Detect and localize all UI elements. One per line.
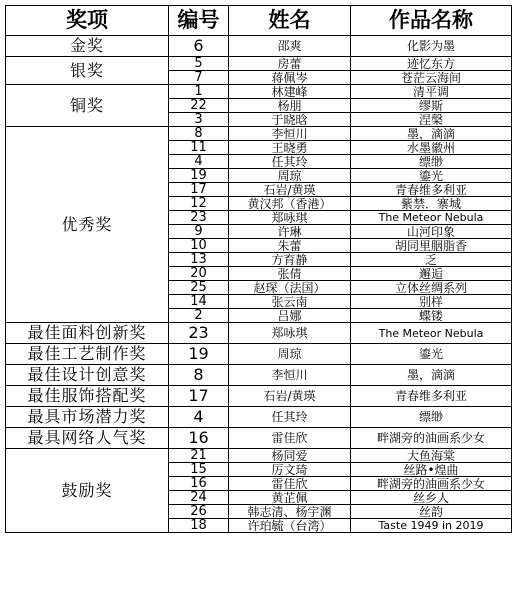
entry-number: 26 xyxy=(169,505,229,519)
entry-number: 21 xyxy=(169,449,229,463)
work-title: 苍茫云海间 xyxy=(351,71,512,85)
entry-number: 19 xyxy=(169,344,229,365)
designer-name: 房蕾 xyxy=(229,57,351,71)
entry-number: 6 xyxy=(169,36,229,57)
entry-number: 5 xyxy=(169,57,229,71)
award-category: 最佳设计创意奖 xyxy=(6,365,169,386)
designer-name: 任其玲 xyxy=(229,407,351,428)
work-title: 青春维多利亚 xyxy=(351,183,512,197)
designer-name: 石岩/黄瑛 xyxy=(229,386,351,407)
work-title: The Meteor Nebula xyxy=(351,323,512,344)
entry-number: 17 xyxy=(169,183,229,197)
designer-name: 周琼 xyxy=(229,169,351,183)
designer-name: 朱蕾 xyxy=(229,239,351,253)
entry-number: 22 xyxy=(169,99,229,113)
designer-name: 邵爽 xyxy=(229,36,351,57)
entry-number: 2 xyxy=(169,309,229,323)
award-category: 最具网络人气奖 xyxy=(6,428,169,449)
designer-name: 郑咏琪 xyxy=(229,323,351,344)
designer-name: 李恒川 xyxy=(229,127,351,141)
table-row xyxy=(6,407,512,428)
header-row xyxy=(6,6,512,36)
designer-name: 张倩 xyxy=(229,267,351,281)
entry-number: 16 xyxy=(169,428,229,449)
designer-name: 吕娜 xyxy=(229,309,351,323)
entry-number: 10 xyxy=(169,239,229,253)
designer-name: 厉文琦 xyxy=(229,463,351,477)
table-row xyxy=(6,344,512,365)
designer-name: 黄芷佩 xyxy=(229,491,351,505)
designer-name: 方育静 xyxy=(229,253,351,267)
entry-number: 25 xyxy=(169,281,229,295)
designer-name: 赵琛（法国） xyxy=(229,281,351,295)
award-category: 最具市场潜力奖 xyxy=(6,407,169,428)
work-title: 丝乡人 xyxy=(351,491,512,505)
designer-name: 杨同爱 xyxy=(229,449,351,463)
table-row xyxy=(6,428,512,449)
work-title: 胡同里胭脂香 xyxy=(351,239,512,253)
award-category: 鼓励奖 xyxy=(6,449,169,533)
header-work: 作品名称 xyxy=(351,6,512,36)
designer-name: 郑咏琪 xyxy=(229,211,351,225)
designer-name: 雷佳欣 xyxy=(229,477,351,491)
table-row xyxy=(6,323,512,344)
entry-number: 8 xyxy=(169,365,229,386)
entry-number: 13 xyxy=(169,253,229,267)
work-title: 迹忆东方 xyxy=(351,57,512,71)
entry-number: 7 xyxy=(169,71,229,85)
entry-number: 24 xyxy=(169,491,229,505)
work-title: 青春维多利亚 xyxy=(351,386,512,407)
work-title: 清平调 xyxy=(351,85,512,99)
work-title: 涅槃 xyxy=(351,113,512,127)
header-award: 奖项 xyxy=(6,6,169,36)
entry-number: 23 xyxy=(169,211,229,225)
work-title: 缥缈 xyxy=(351,155,512,169)
designer-name: 林建峰 xyxy=(229,85,351,99)
entry-number: 14 xyxy=(169,295,229,309)
table-row xyxy=(6,386,512,407)
designer-name: 石岩/黄瑛 xyxy=(229,183,351,197)
entry-number: 12 xyxy=(169,197,229,211)
entry-number: 1 xyxy=(169,85,229,99)
work-title: 鎏光 xyxy=(351,344,512,365)
entry-number: 18 xyxy=(169,519,229,533)
work-title: 缥缈 xyxy=(351,407,512,428)
work-title: 缪斯 xyxy=(351,99,512,113)
designer-name: 韩志清、杨宇渊 xyxy=(229,505,351,519)
designer-name: 任其玲 xyxy=(229,155,351,169)
entry-number: 15 xyxy=(169,463,229,477)
designer-name: 蒋佩岑 xyxy=(229,71,351,85)
designer-name: 杨朋 xyxy=(229,99,351,113)
designer-name: 王晓勇 xyxy=(229,141,351,155)
entry-number: 11 xyxy=(169,141,229,155)
entry-number: 4 xyxy=(169,155,229,169)
awards-table xyxy=(5,5,512,533)
designer-name: 张云南 xyxy=(229,295,351,309)
work-title: 墨，滴滴 xyxy=(351,365,512,386)
table-row xyxy=(6,365,512,386)
work-title: 畔湖旁的油画系少女 xyxy=(351,477,512,491)
entry-number: 4 xyxy=(169,407,229,428)
table-row xyxy=(6,449,512,463)
entry-number: 20 xyxy=(169,267,229,281)
awards-body xyxy=(6,36,512,533)
work-title: 邂逅 xyxy=(351,267,512,281)
work-title: 鎏光 xyxy=(351,169,512,183)
header-name: 姓名 xyxy=(229,6,351,36)
work-title: 紫禁．寨城 xyxy=(351,197,512,211)
entry-number: 23 xyxy=(169,323,229,344)
work-title: 畔湖旁的油画系少女 xyxy=(351,428,512,449)
work-title: 墨，滴滴 xyxy=(351,127,512,141)
award-category: 银奖 xyxy=(6,57,169,85)
award-category: 最佳服饰搭配奖 xyxy=(6,386,169,407)
entry-number: 8 xyxy=(169,127,229,141)
work-title: 丝韵 xyxy=(351,505,512,519)
designer-name: 雷佳欣 xyxy=(229,428,351,449)
work-title: 立体丝绸系列 xyxy=(351,281,512,295)
designer-name: 周琼 xyxy=(229,344,351,365)
work-title: 蝶镂 xyxy=(351,309,512,323)
work-title: 山河印象 xyxy=(351,225,512,239)
work-title: Taste 1949 in 2019 xyxy=(351,519,512,533)
entry-number: 19 xyxy=(169,169,229,183)
work-title: 别样 xyxy=(351,295,512,309)
entry-number: 17 xyxy=(169,386,229,407)
work-title: 丝路•煌曲 xyxy=(351,463,512,477)
designer-name: 许珀毓（台湾） xyxy=(229,519,351,533)
designer-name: 黄汉邦（香港） xyxy=(229,197,351,211)
award-category: 优秀奖 xyxy=(6,127,169,323)
award-category: 金奖 xyxy=(6,36,169,57)
table-row xyxy=(6,127,512,141)
work-title: 乏 xyxy=(351,253,512,267)
work-title: 化影为墨 xyxy=(351,36,512,57)
work-title: The Meteor Nebula xyxy=(351,211,512,225)
work-title: 水墨徽州 xyxy=(351,141,512,155)
designer-name: 于晓晗 xyxy=(229,113,351,127)
entry-number: 9 xyxy=(169,225,229,239)
entry-number: 16 xyxy=(169,477,229,491)
table-row xyxy=(6,36,512,57)
table-row xyxy=(6,57,512,71)
work-title: 大鱼海棠 xyxy=(351,449,512,463)
award-category: 铜奖 xyxy=(6,85,169,127)
header-number: 编号 xyxy=(169,6,229,36)
table-row xyxy=(6,85,512,99)
award-category: 最佳工艺制作奖 xyxy=(6,344,169,365)
designer-name: 李恒川 xyxy=(229,365,351,386)
award-category: 最佳面料创新奖 xyxy=(6,323,169,344)
entry-number: 3 xyxy=(169,113,229,127)
designer-name: 许琳 xyxy=(229,225,351,239)
